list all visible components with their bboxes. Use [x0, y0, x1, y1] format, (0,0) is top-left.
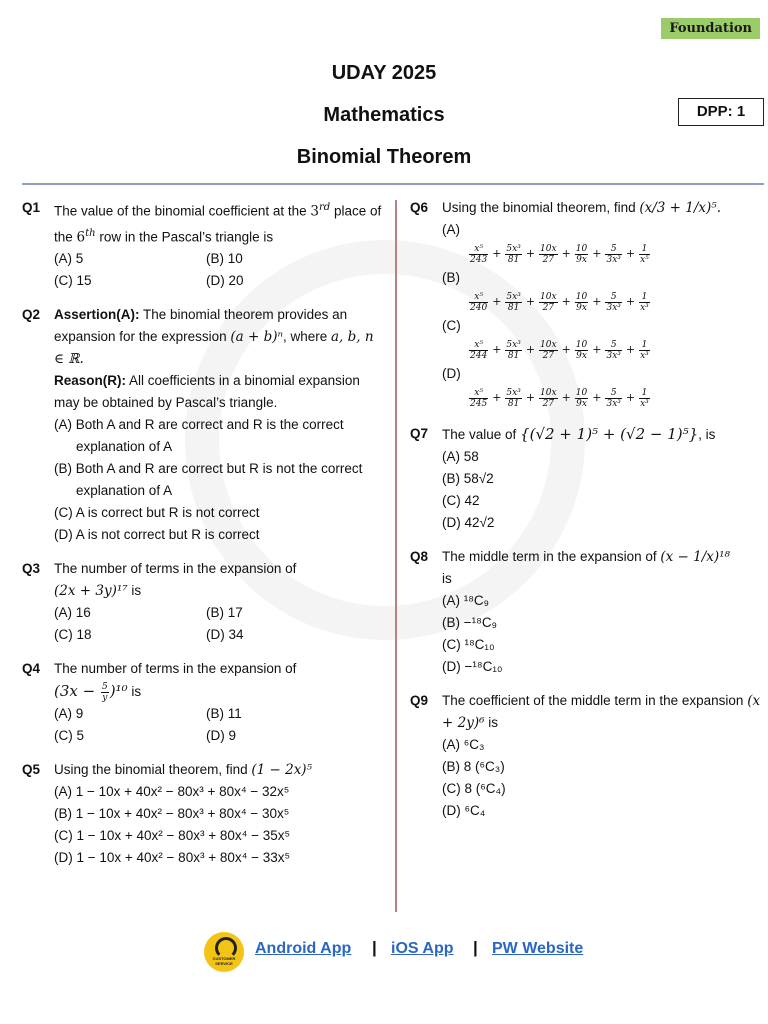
option-d[interactable]: (D) 42√2	[442, 515, 495, 530]
option-a[interactable]: (A) 58	[442, 449, 479, 464]
option-expression: $\frac{\text{x⁵}}{244}$ + $\frac{\text{5x³}}{81}$ + $\frac{10x}{27}$ + $\frac{10}{9x}$ + $\frac{5}{\text{3x³}}$ + $\frac{1}{\text{x³}}$	[470, 339, 649, 361]
option-label: (C)	[442, 318, 461, 333]
option-expression: $\frac{\text{x⁵}}{240}$ + $\frac{\text{5x³}}{81}$ + $\frac{10x}{27}$ + $\frac{10}{9x}$ + $\frac{5}{\text{3x³}}$ + $\frac{1}{\text{x³}}$	[470, 291, 649, 313]
question-text: Using the binomial theorem, find (x/3 + 1/x)⁵.	[442, 200, 721, 216]
option-d[interactable]: (D) −¹⁸C₁₀	[442, 659, 503, 674]
dpp-box: DPP: 1	[678, 98, 764, 126]
question-1	[22, 197, 382, 292]
question-5	[22, 759, 382, 869]
question-number: Q5	[22, 762, 41, 777]
question-7	[410, 423, 762, 534]
option-a[interactable]: (A) 16	[54, 605, 91, 620]
option-b[interactable]: (B) 10	[206, 251, 243, 266]
option-label: (D)	[442, 366, 461, 381]
option-c[interactable]: (C) ¹⁸C₁₀	[442, 637, 495, 652]
android-app-link[interactable]: Android App	[255, 940, 352, 957]
option-d[interactable]: (D) 20	[206, 273, 244, 288]
option-c[interactable]: (C) 18	[54, 627, 92, 642]
option-b[interactable]: (B) Both A and R are correct but R is not the correct explanation of A	[54, 461, 363, 498]
reason: Reason(R): All coefficients in a binomial expansion may be obtained by Pascal’s triangle.	[54, 373, 360, 410]
option-label: (A)	[442, 222, 460, 237]
question-6	[410, 197, 762, 411]
option-c[interactable]: (C) 5	[54, 728, 84, 743]
option-c[interactable]: (C) 42	[442, 493, 480, 508]
footer-separator: |	[372, 938, 377, 957]
assertion: Assertion(A): The binomial theorem provides an expansion for the expression (a + b)ⁿ, where a, b, n ∈ ℝ.	[54, 307, 374, 367]
option-d[interactable]	[442, 363, 762, 411]
option-d[interactable]: (D) 9	[206, 728, 236, 743]
level-badge: Foundation	[661, 18, 760, 39]
question-text: Using the binomial theorem, find (1 − 2x)⁵	[54, 762, 312, 778]
option-d[interactable]: (D) 1 − 10x + 40x² − 80x³ + 80x⁴ − 33x⁵	[54, 850, 291, 865]
option-c[interactable]: (C) 8 (⁶C₄)	[442, 781, 506, 796]
options	[442, 219, 762, 411]
option-a[interactable]: (A) ¹⁸C₉	[442, 593, 490, 608]
question-number: Q6	[410, 200, 429, 215]
question-text: The number of terms in the expansion of (3x − $\frac{5}{y}$ )¹⁰ is	[54, 661, 297, 703]
option-b[interactable]	[442, 267, 762, 315]
question-4	[22, 658, 382, 747]
option-b[interactable]: (B) 1 − 10x + 40x² − 80x³ + 80x⁴ − 30x⁵	[54, 806, 290, 821]
options	[54, 248, 382, 292]
option-b[interactable]: (B) 58√2	[442, 471, 494, 486]
question-2	[22, 304, 382, 546]
option-a[interactable]	[442, 219, 762, 267]
option-a[interactable]: (A) Both A and R are correct and R is the correct explanation of A	[54, 417, 344, 454]
chapter-title: Binomial Theorem	[296, 146, 472, 168]
option-a[interactable]: (A) 1 − 10x + 40x² − 80x³ + 80x⁴ − 32x⁵	[54, 784, 290, 799]
option-b[interactable]: (B) −¹⁸C₉	[442, 615, 497, 630]
option-expression: $\frac{\text{x⁵}}{245}$ + $\frac{\text{5x³}}{81}$ + $\frac{10x}{27}$ + $\frac{10}{9x}$ + $\frac{5}{\text{3x³}}$ + $\frac{1}{\text{x³}}$	[470, 387, 649, 409]
question-number: Q7	[410, 426, 429, 441]
option-a[interactable]: (A) ⁶C₃	[442, 737, 485, 752]
question-number: Q3	[22, 561, 41, 576]
option-b[interactable]: (B) 8 (⁶C₃)	[442, 759, 505, 774]
program-title: UDAY 2025	[331, 62, 437, 84]
option-expression: $\frac{\text{x⁵}}{243}$ + $\frac{\text{5x³}}{81}$ + $\frac{10x}{27}$ + $\frac{10}{9x}$ + $\frac{5}{\text{3x³}}$ + $\frac{1}{\text{x⁵}}$	[470, 243, 649, 265]
option-d[interactable]: (D) ⁶C₄	[442, 803, 486, 818]
options	[54, 703, 382, 747]
option-a[interactable]: (A) 5	[54, 251, 84, 266]
footer-separator: |	[473, 938, 478, 957]
right-column	[410, 197, 762, 834]
option-c[interactable]: (C) 1 − 10x + 40x² − 80x³ + 80x⁴ − 35x⁵	[54, 828, 291, 843]
option-c[interactable]: (C) A is correct but R is not correct	[54, 505, 260, 520]
question-text: The value of the binomial coefficient at the 3rd place of the 6th row in the Pascal’s triangle is	[54, 202, 382, 245]
option-d[interactable]: (D) A is not correct but R is correct	[54, 527, 260, 542]
question-number: Q1	[22, 200, 41, 215]
option-a[interactable]: (A) 9	[54, 706, 84, 721]
question-number: Q8	[410, 549, 429, 564]
question-number: Q2	[22, 307, 41, 322]
question-number: Q9	[410, 693, 429, 708]
option-d[interactable]: (D) 34	[206, 627, 244, 642]
pw-website-link[interactable]: PW Website	[492, 940, 584, 957]
options	[54, 602, 382, 646]
header-divider	[22, 183, 764, 185]
subject-title: Mathematics	[323, 104, 445, 126]
question-9	[410, 690, 762, 822]
option-label: (B)	[442, 270, 460, 285]
option-c[interactable]: (C) 15	[54, 273, 92, 288]
left-column	[22, 197, 382, 881]
customer-service-icon[interactable]: CUSTOMER SERVICE	[204, 932, 244, 972]
ios-app-link[interactable]: iOS App	[391, 940, 454, 957]
question-8	[410, 546, 762, 678]
column-divider	[395, 200, 397, 912]
option-b[interactable]: (B) 11	[206, 706, 242, 721]
footer	[0, 932, 768, 972]
option-c[interactable]	[442, 315, 762, 363]
question-text: The value of {(√2 + 1)⁵ + (√2 − 1)⁵}, is	[442, 425, 716, 443]
option-b[interactable]: (B) 17	[206, 605, 243, 620]
question-3	[22, 558, 382, 646]
question-text: The number of terms in the expansion of (2x + 3y)¹⁷ is	[54, 561, 297, 599]
question-text: The middle term in the expansion of (x − 1/x)¹⁸ is	[442, 549, 730, 586]
question-number: Q4	[22, 661, 41, 676]
question-text: The coefficient of the middle term in the expansion (x + 2y)⁶ is	[442, 693, 761, 731]
